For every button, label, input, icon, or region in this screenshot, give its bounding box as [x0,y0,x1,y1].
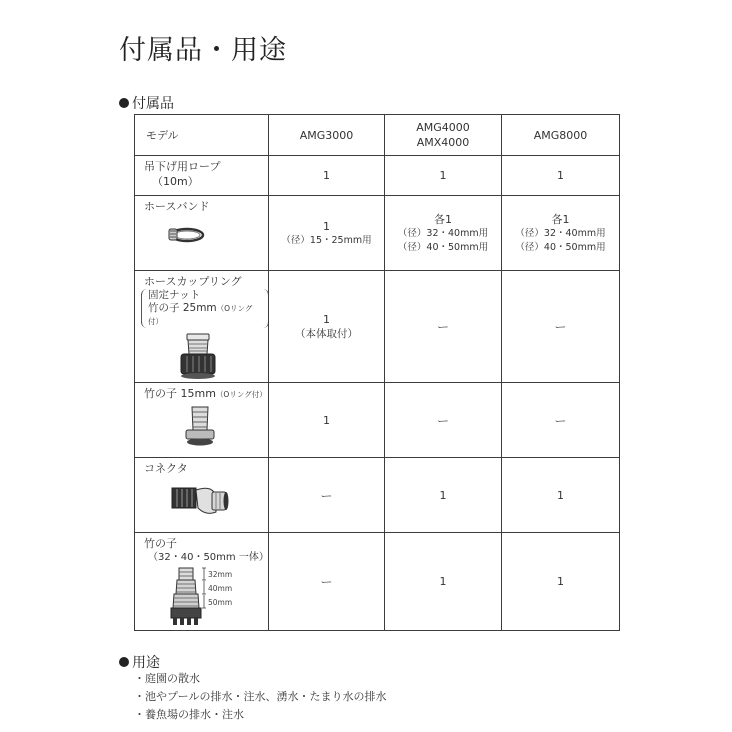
nozzle-multi-amg4000: 1 [385,533,502,631]
band-amg8000: 各1 （径）32・40mm用 （径）40・50mm用 [502,196,620,271]
connector-amg8000: 1 [502,458,620,533]
rope-amg4000: 1 [385,156,502,196]
usage-list [134,670,386,724]
connector-amg4000: 1 [385,458,502,533]
rope-label-cell [135,156,269,196]
connector-amg3000: ー [269,458,385,533]
table-row-rope [135,156,620,196]
nozzle-multi-sub: （32・40・50mm 一体） [148,552,269,563]
list-item: ・ 池やプールの排水・注水、湧水・たまり水の排水 [134,688,386,706]
bullet-dot-icon [119,657,129,667]
nozzle15-amg8000: ー [502,383,620,458]
header-amg3000: AMG3000 [269,115,385,156]
coupling-paren-block: 固定ナット 竹の子 25mm（Oリング付） [141,289,269,328]
rope-name: 吊下げ用ロープ [144,160,221,173]
nozzle-multi-name: 竹の子 [144,537,177,550]
header-amg8000: AMG8000 [502,115,620,156]
table-row-nozzle-multi [135,533,620,631]
table-row-hose-band [135,196,620,271]
nozzle15-amg4000: ー [385,383,502,458]
dim-50mm: 50mm [208,598,233,607]
nozzle-multi-amg3000: ー [269,533,385,631]
band-name: ホースバンド [144,200,210,213]
table-row-hose-coupling [135,271,620,383]
list-item: ・ 養魚場の排水・注水 [134,706,386,724]
coupling-label-cell [135,271,269,383]
accessories-table [134,114,620,631]
nozzle15-amg3000: 1 [269,383,385,458]
connector-icon [168,478,238,520]
nozzle-multi-label-cell [135,533,269,631]
connector-name: コネクタ [144,462,188,475]
rope-sub: （10m） [152,175,199,188]
nozzle15-name: 竹の子 15mm（Oリング付） [144,387,267,400]
nozzle-multi-icon [155,566,265,630]
dim-32mm: 32mm [208,570,233,579]
nozzle15-label-cell [135,383,269,458]
table-row-connector [135,458,620,533]
header-model-label: モデル [146,129,179,142]
rope-amg8000: 1 [502,156,620,196]
table-header-row [135,115,620,156]
header-model-cell [135,115,269,156]
page-title: 付属品・用途 [119,35,287,66]
dim-40mm: 40mm [208,584,233,593]
hose-coupling-icon [175,332,225,382]
rope-amg3000: 1 [269,156,385,196]
usage-heading: 用途 [119,652,160,672]
nozzle-15mm-icon [180,404,220,449]
band-amg3000: 1 （径）15・25mm用 [269,196,385,271]
coupling-name: ホースカップリング [144,275,242,288]
hose-band-icon [165,220,225,250]
nozzle-multi-amg8000: 1 [502,533,620,631]
band-label-cell [135,196,269,271]
coupling-amg8000: ー [502,271,620,383]
bullet-dot-icon [119,98,129,108]
accessories-heading: 付属品 [119,93,174,113]
coupling-amg4000: ー [385,271,502,383]
list-item: ・ 庭園の散水 [134,670,386,688]
header-amg4000: AMG4000 AMX4000 [385,115,502,156]
connector-label-cell [135,458,269,533]
coupling-amg3000: 1 （本体取付） [269,271,385,383]
band-amg4000: 各1 （径）32・40mm用 （径）40・50mm用 [385,196,502,271]
table-row-nozzle-15mm [135,383,620,458]
